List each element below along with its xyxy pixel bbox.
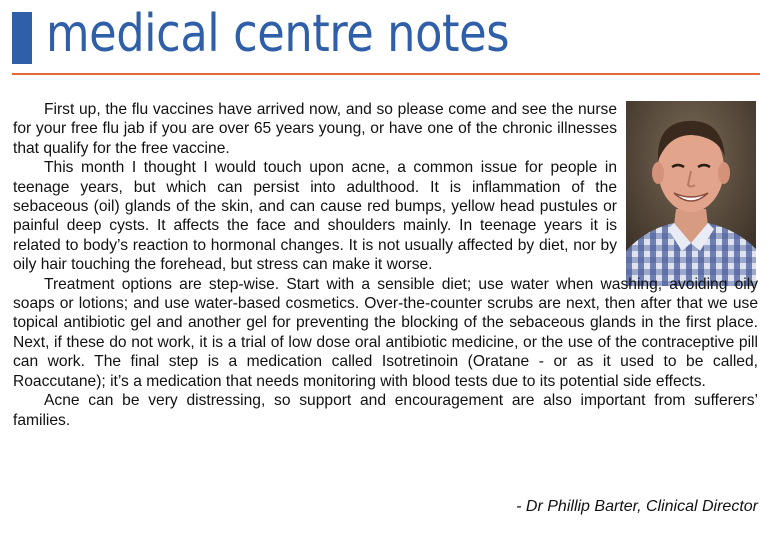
paragraph-flu-vaccines: First up, the flu vaccines have arrived now, and so please come and see the nurse for your free flu jab if you are over 65 years young, or have one of the chronic illnesses that qualify for the free vaccine. <box>13 101 617 157</box>
article-body <box>13 100 758 430</box>
author-signature: - Dr Phillip Barter, Clinical Director <box>516 498 758 515</box>
paragraph-support: Acne can be very distressing, so support and encouragement are also important from sufferers’ families. <box>13 392 758 429</box>
header-divider <box>12 73 760 75</box>
page-header <box>12 4 760 70</box>
paragraph-treatment-options: Treatment options are step-wise. Start with a sensible diet; use water when washing, avoiding oily soaps or lotions; and use water-based cosmetics. Over-the-counter scrubs are next, then after that we use topical antibiotic gel and another gel for preventing the blocking of the sebaceous glands in the first place. Next, if these do not work, it is a trial of low dose oral antibiotic medicine, or the use of the contraceptive pill can work. The final step is a medication called Isotretinoin (Oratane - or as it used to be called, Roaccutane); it’s a medication that needs monitoring with blood tests due to its potential side effects. <box>13 275 758 390</box>
paragraph-acne-intro: This month I thought I would touch upon acne, a common issue for people in teenage years, but which can persist into adulthood. It is inflammation of the sebaceous (oil) glands of the skin, and can cause red bumps, yellow head pustules or painful deep cysts. It affects the face and shoulders mainly. In teenage years it is related to body’s reaction to hormonal changes. It is not usually affected by diet, nor by oily hair touching the forehead, but stress can make it worse. <box>13 159 617 274</box>
header-accent-bar <box>12 12 32 64</box>
page-title: medical centre notes <box>46 4 510 64</box>
